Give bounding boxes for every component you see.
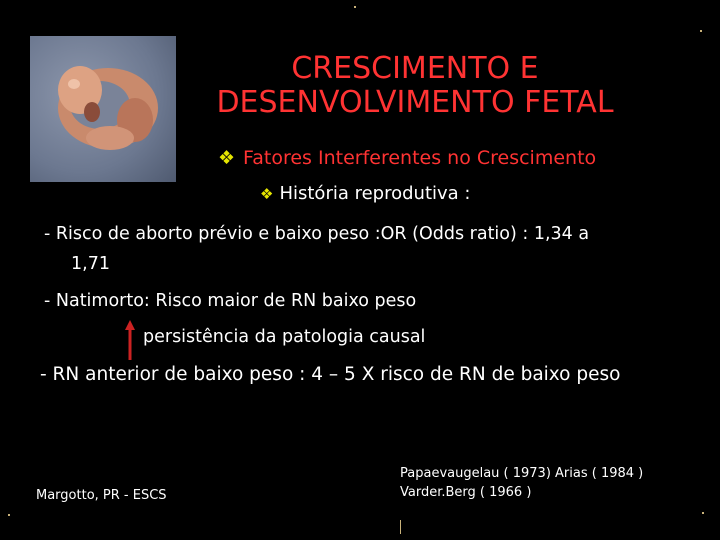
embryo-illustration bbox=[40, 50, 170, 160]
bullet-level-2-text: História reprodutiva : bbox=[279, 183, 471, 204]
decorative-dot bbox=[8, 514, 10, 516]
up-arrow-icon bbox=[124, 320, 136, 360]
title-line-2: DESENVOLVIMENTO FETAL bbox=[216, 85, 614, 120]
item-3: - RN anterior de baixo peso : 4 – 5 X risco de RN de baixo peso bbox=[40, 364, 621, 385]
slide-title bbox=[170, 52, 660, 120]
decorative-dot bbox=[354, 6, 356, 8]
bullet-level-2 bbox=[260, 183, 470, 204]
title-line-1: CRESCIMENTO E bbox=[291, 51, 539, 86]
footer-reference-line-2: Varder.Berg ( 1966 ) bbox=[400, 485, 532, 500]
decorative-dot bbox=[702, 512, 704, 514]
diamond-bullet-icon: ❖ bbox=[218, 147, 236, 169]
embryo-photo bbox=[30, 36, 176, 182]
item-1-line-1: - Risco de aborto prévio e baixo peso :OR (Odds ratio) : 1,34 a bbox=[44, 224, 590, 244]
item-2: - Natimorto: Risco maior de RN baixo peso bbox=[44, 291, 417, 311]
bullet-level-1 bbox=[218, 147, 596, 169]
decorative-dot bbox=[700, 30, 702, 32]
item-1-line-2: 1,71 bbox=[71, 254, 110, 274]
footer-references bbox=[400, 464, 643, 502]
footer-reference-line-1: Papaevaugelau ( 1973) Arias ( 1984 ) bbox=[400, 466, 644, 481]
decorative-line bbox=[400, 520, 401, 534]
bullet-level-1-text: Fatores Interferentes no Crescimento bbox=[243, 147, 597, 169]
item-2-sub: persistência da patologia causal bbox=[143, 327, 426, 347]
footer-author: Margotto, PR - ESCS bbox=[36, 488, 167, 503]
small-diamond-bullet-icon: ❖ bbox=[260, 185, 274, 203]
